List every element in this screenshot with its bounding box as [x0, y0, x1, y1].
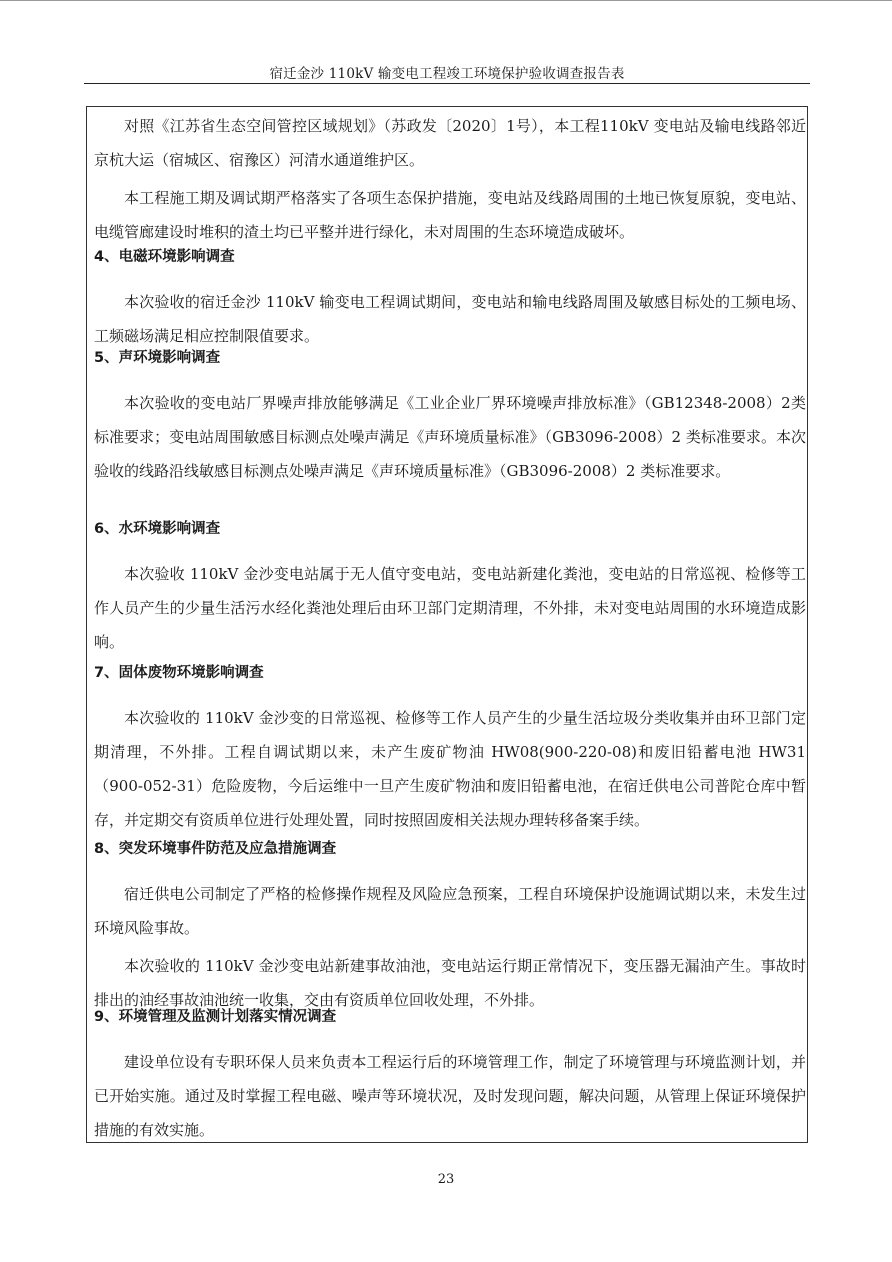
- em-section: [94, 246, 806, 353]
- noise-paragraph: 本次验收的变电站厂界噪声排放能够满足《工业企业厂界环境噪声排放标准》（GB12348-2008）2类标准要求；变电站周围敏感目标测点处噪声满足《声环境质量标准》（GB3096-2008）2 类标准要求。本次验收的线路沿线敏感目标测点处噪声满足《声环境质量标准》（GB3096-2008）2 类标准要求。: [94, 394, 806, 480]
- section-heading-8: 8、突发环境事件防范及应急措施调查: [94, 841, 337, 857]
- section-heading-6: 6、水环境影响调查: [94, 521, 221, 537]
- header-rule: [84, 83, 810, 84]
- emergency-section: [94, 838, 806, 1017]
- solid-waste-paragraph: 本次验收的 110kV 金沙变的日常巡视、检修等工作人员产生的少量生活垃圾分类收集并由环卫部门定期清理，不外排。工程自调试期以来，未产生废矿物油 HW08(900-220-08)和废旧铅蓄电池 HW31（900-052-31）危险废物，今后运维中一旦产生废矿物油和废旧铅蓄电池，在宿迁供电公司普陀仓库中暂存，并定期交有资质单位进行处理处置，同时按照固废相关法规办理转移备案手续。: [94, 709, 806, 829]
- management-section: [94, 1006, 806, 1147]
- ecology-paragraph-2: 本工程施工期及调试期严格落实了各项生态保护措施，变电站及线路周围的土地已恢复原貌，变电站、电缆管廊建设时堆积的渣土均已平整并进行绿化，未对周围的生态环境造成破坏。: [94, 189, 806, 241]
- solid-waste-section: [94, 662, 806, 837]
- management-paragraph: 建设单位设有专职环保人员来负责本工程运行后的环境管理工作，制定了环境管理与环境监测计划，并已开始实施。通过及时掌握工程电磁、噪声等环境状况，及时发现问题，解决问题，从管理上保证环境保护措施的有效实施。: [94, 1053, 806, 1139]
- ecology-section: [94, 109, 806, 249]
- top-edge-rule: [0, 0, 892, 1]
- section-heading-9: 9、环境管理及监测计划落实情况调查: [94, 1009, 337, 1025]
- section-heading-5: 5、声环境影响调查: [94, 350, 221, 366]
- report-header-title: 宿迁金沙 110kV 输变电工程竣工环境保护验收调查报告表: [269, 66, 625, 82]
- water-paragraph: 本次验收 110kV 金沙变电站属于无人值守变电站，变电站新建化粪池，变电站的日常巡视、检修等工作人员产生的少量生活污水经化粪池处理后由环卫部门定期清理，不外排，未对变电站周围的水环境造成影响。: [94, 565, 806, 651]
- section-heading-7: 7、固体废物环境影响调查: [94, 665, 264, 681]
- ecology-paragraph-1: 对照《江苏省生态空间管控区域规划》（苏政发〔2020〕1号），本工程110kV 变电站及输电线路邻近京杭大运（宿城区、宿豫区）河清水通道维护区。: [94, 117, 806, 169]
- emergency-paragraph-1: 宿迁供电公司制定了严格的检修操作规程及风险应急预案，工程自环境保护设施调试期以来，未发生过环境风险事故。: [94, 885, 806, 937]
- section-heading-4: 4、电磁环境影响调查: [94, 249, 235, 265]
- em-paragraph: 本次验收的宿迁金沙 110kV 输变电工程调试期间，变电站和输电线路周围及敏感目标处的工频电场、工频磁场满足相应控制限值要求。: [94, 293, 806, 345]
- emergency-paragraph-2: 本次验收的 110kV 金沙变电站新建事故油池，变电站运行期正常情况下，变压器无漏油产生。事故时排出的油经事故油池统一收集，交由有资质单位回收处理，不外排。: [94, 957, 806, 1009]
- noise-section: [94, 347, 806, 488]
- water-section: [94, 518, 806, 659]
- page-number: 23: [437, 1172, 455, 1187]
